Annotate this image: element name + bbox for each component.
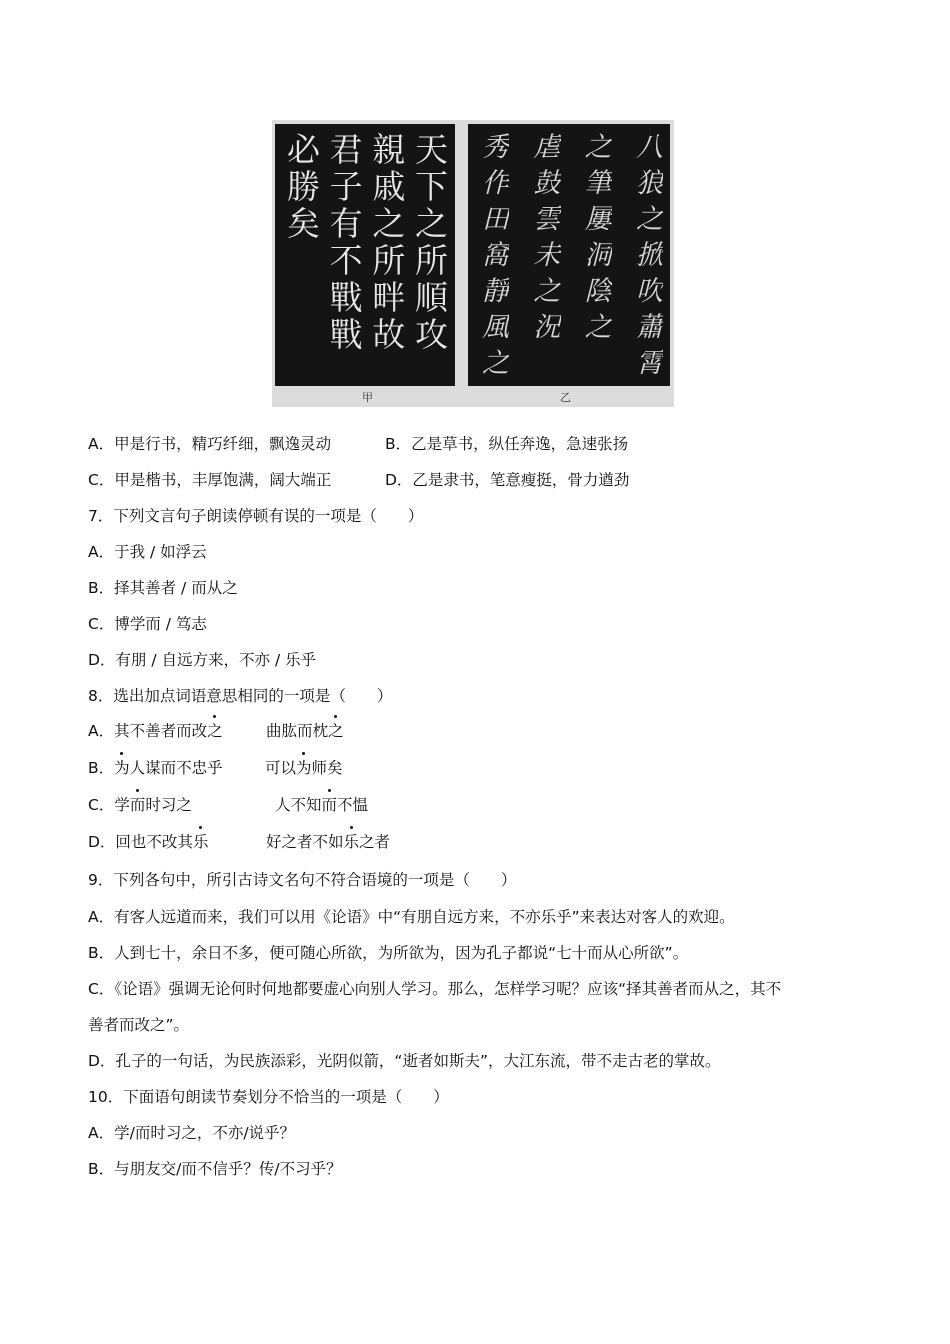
q9-option-b: B．人到七十，余日不多，便可随心所欲，为所欲为，因为孔子都说“七十而从心所欲”。 bbox=[88, 944, 689, 962]
q8a-dotted-char: 之 bbox=[207, 719, 223, 741]
question-7: 7．下列文言句子朗读停顿有误的一项是（ ） bbox=[88, 507, 424, 525]
panel-a-column: 天下之所順攻 bbox=[409, 132, 449, 354]
q8d-text: 好之者不如 bbox=[266, 833, 344, 851]
q8-option-b bbox=[88, 756, 343, 778]
q7-option-b: B．择其善者 / 而从之 bbox=[88, 579, 238, 597]
q9-option-c: C．《论语》强调无论何时何地都要虚心向别人学习。那么，怎样学习呢？应该“择其善者而从之，其不 bbox=[88, 980, 782, 998]
q8c-text: C．学 bbox=[88, 796, 130, 814]
q8b-text: 人谋而不忠乎 bbox=[129, 759, 223, 777]
question-10: 10．下面语句朗读节奏划分不恰当的一项是（ ） bbox=[88, 1088, 449, 1106]
q8c-dotted-char: 而 bbox=[130, 793, 146, 815]
q8d-text: D．回也不改其 bbox=[88, 833, 193, 851]
panel-b-column: 之筆屢洞陰之 bbox=[579, 132, 611, 348]
calligraphy-panel-a bbox=[275, 124, 455, 386]
panel-a-column: 君子有不戰戰 bbox=[324, 132, 364, 354]
q8c-text: 人不知 bbox=[275, 796, 322, 814]
q8c-text: 时习之 bbox=[145, 796, 192, 814]
panel-b-column: 虐鼓雲未之況 bbox=[528, 132, 560, 348]
calligraphy-panel-b bbox=[468, 124, 670, 386]
question-8: 8．选出加点词语意思相同的一项是（ ） bbox=[88, 687, 393, 705]
q6-row-2 bbox=[88, 468, 629, 490]
caption-a: 甲 bbox=[362, 391, 373, 404]
q9-option-c-continued: 善者而改之”。 bbox=[88, 1016, 190, 1034]
q7-option-a: A．于我 / 如浮云 bbox=[88, 543, 207, 561]
caption-b: 乙 bbox=[560, 391, 571, 404]
q8c-text: 不愠 bbox=[337, 796, 369, 814]
q8b-dotted-char: 为 bbox=[296, 756, 312, 778]
q8b-text: 可以 bbox=[265, 759, 297, 777]
q6-option-d: D．乙是隶书，笔意瘦挺，骨力遒劲 bbox=[385, 471, 630, 489]
q8b-text: B． bbox=[88, 759, 115, 777]
q8d-dotted-char: 乐 bbox=[193, 830, 209, 852]
panel-a-column: 親戚之所畔故 bbox=[367, 132, 407, 354]
q6-option-a: A．甲是行书，精巧纤细，飘逸灵动 bbox=[88, 435, 332, 453]
q8a-text: 曲肱而枕 bbox=[266, 722, 329, 740]
q8b-text: 师矣 bbox=[311, 759, 343, 777]
q8-option-d bbox=[88, 830, 390, 852]
panel-b-column: 秀作田窩靜風之 bbox=[477, 132, 508, 384]
q9-option-d: D．孔子的一句话，为民族添彩，光阴似箭，“逝者如斯夫”，大江东流，带不走古老的掌故。 bbox=[88, 1052, 721, 1070]
q8d-text: 之者 bbox=[359, 833, 391, 851]
q6-row-1 bbox=[88, 432, 628, 454]
panel-b-column: 八狼之掀吹蕭霄 bbox=[630, 132, 662, 384]
q8a-dotted-char: 之 bbox=[328, 719, 344, 741]
panel-a-column: 必勝矣 bbox=[282, 132, 321, 243]
q8a-text: A．其不善者而改 bbox=[88, 722, 208, 740]
q6-option-b: B．乙是草书，纵任奔逸，急速张扬 bbox=[385, 435, 629, 453]
q10-option-b: B．与朋友交/而不信乎？传/不习乎？ bbox=[88, 1160, 342, 1178]
q9-option-a: A．有客人远道而来，我们可以用《论语》中“有朋自远方来，不亦乐乎”来表达对客人的欢迎。 bbox=[88, 908, 735, 926]
q8b-dotted-char: 为 bbox=[114, 756, 130, 778]
q8-option-a bbox=[88, 719, 344, 741]
calligraphy-figure bbox=[272, 120, 674, 407]
q10-option-a: A．学/而时习之，不亦/说乎？ bbox=[88, 1124, 296, 1142]
q6-option-c: C．甲是楷书，丰厚饱满，阔大端正 bbox=[88, 471, 332, 489]
q8c-dotted-char: 而 bbox=[322, 793, 338, 815]
q7-option-d: D．有朋 / 自远方来，不亦 / 乐乎 bbox=[88, 651, 317, 669]
question-9: 9．下列各句中，所引古诗文名句不符合语境的一项是（ ） bbox=[88, 871, 517, 889]
q8d-dotted-char: 乐 bbox=[344, 830, 360, 852]
q8-option-c bbox=[88, 793, 368, 815]
q7-option-c: C．博学而 / 笃志 bbox=[88, 615, 207, 633]
